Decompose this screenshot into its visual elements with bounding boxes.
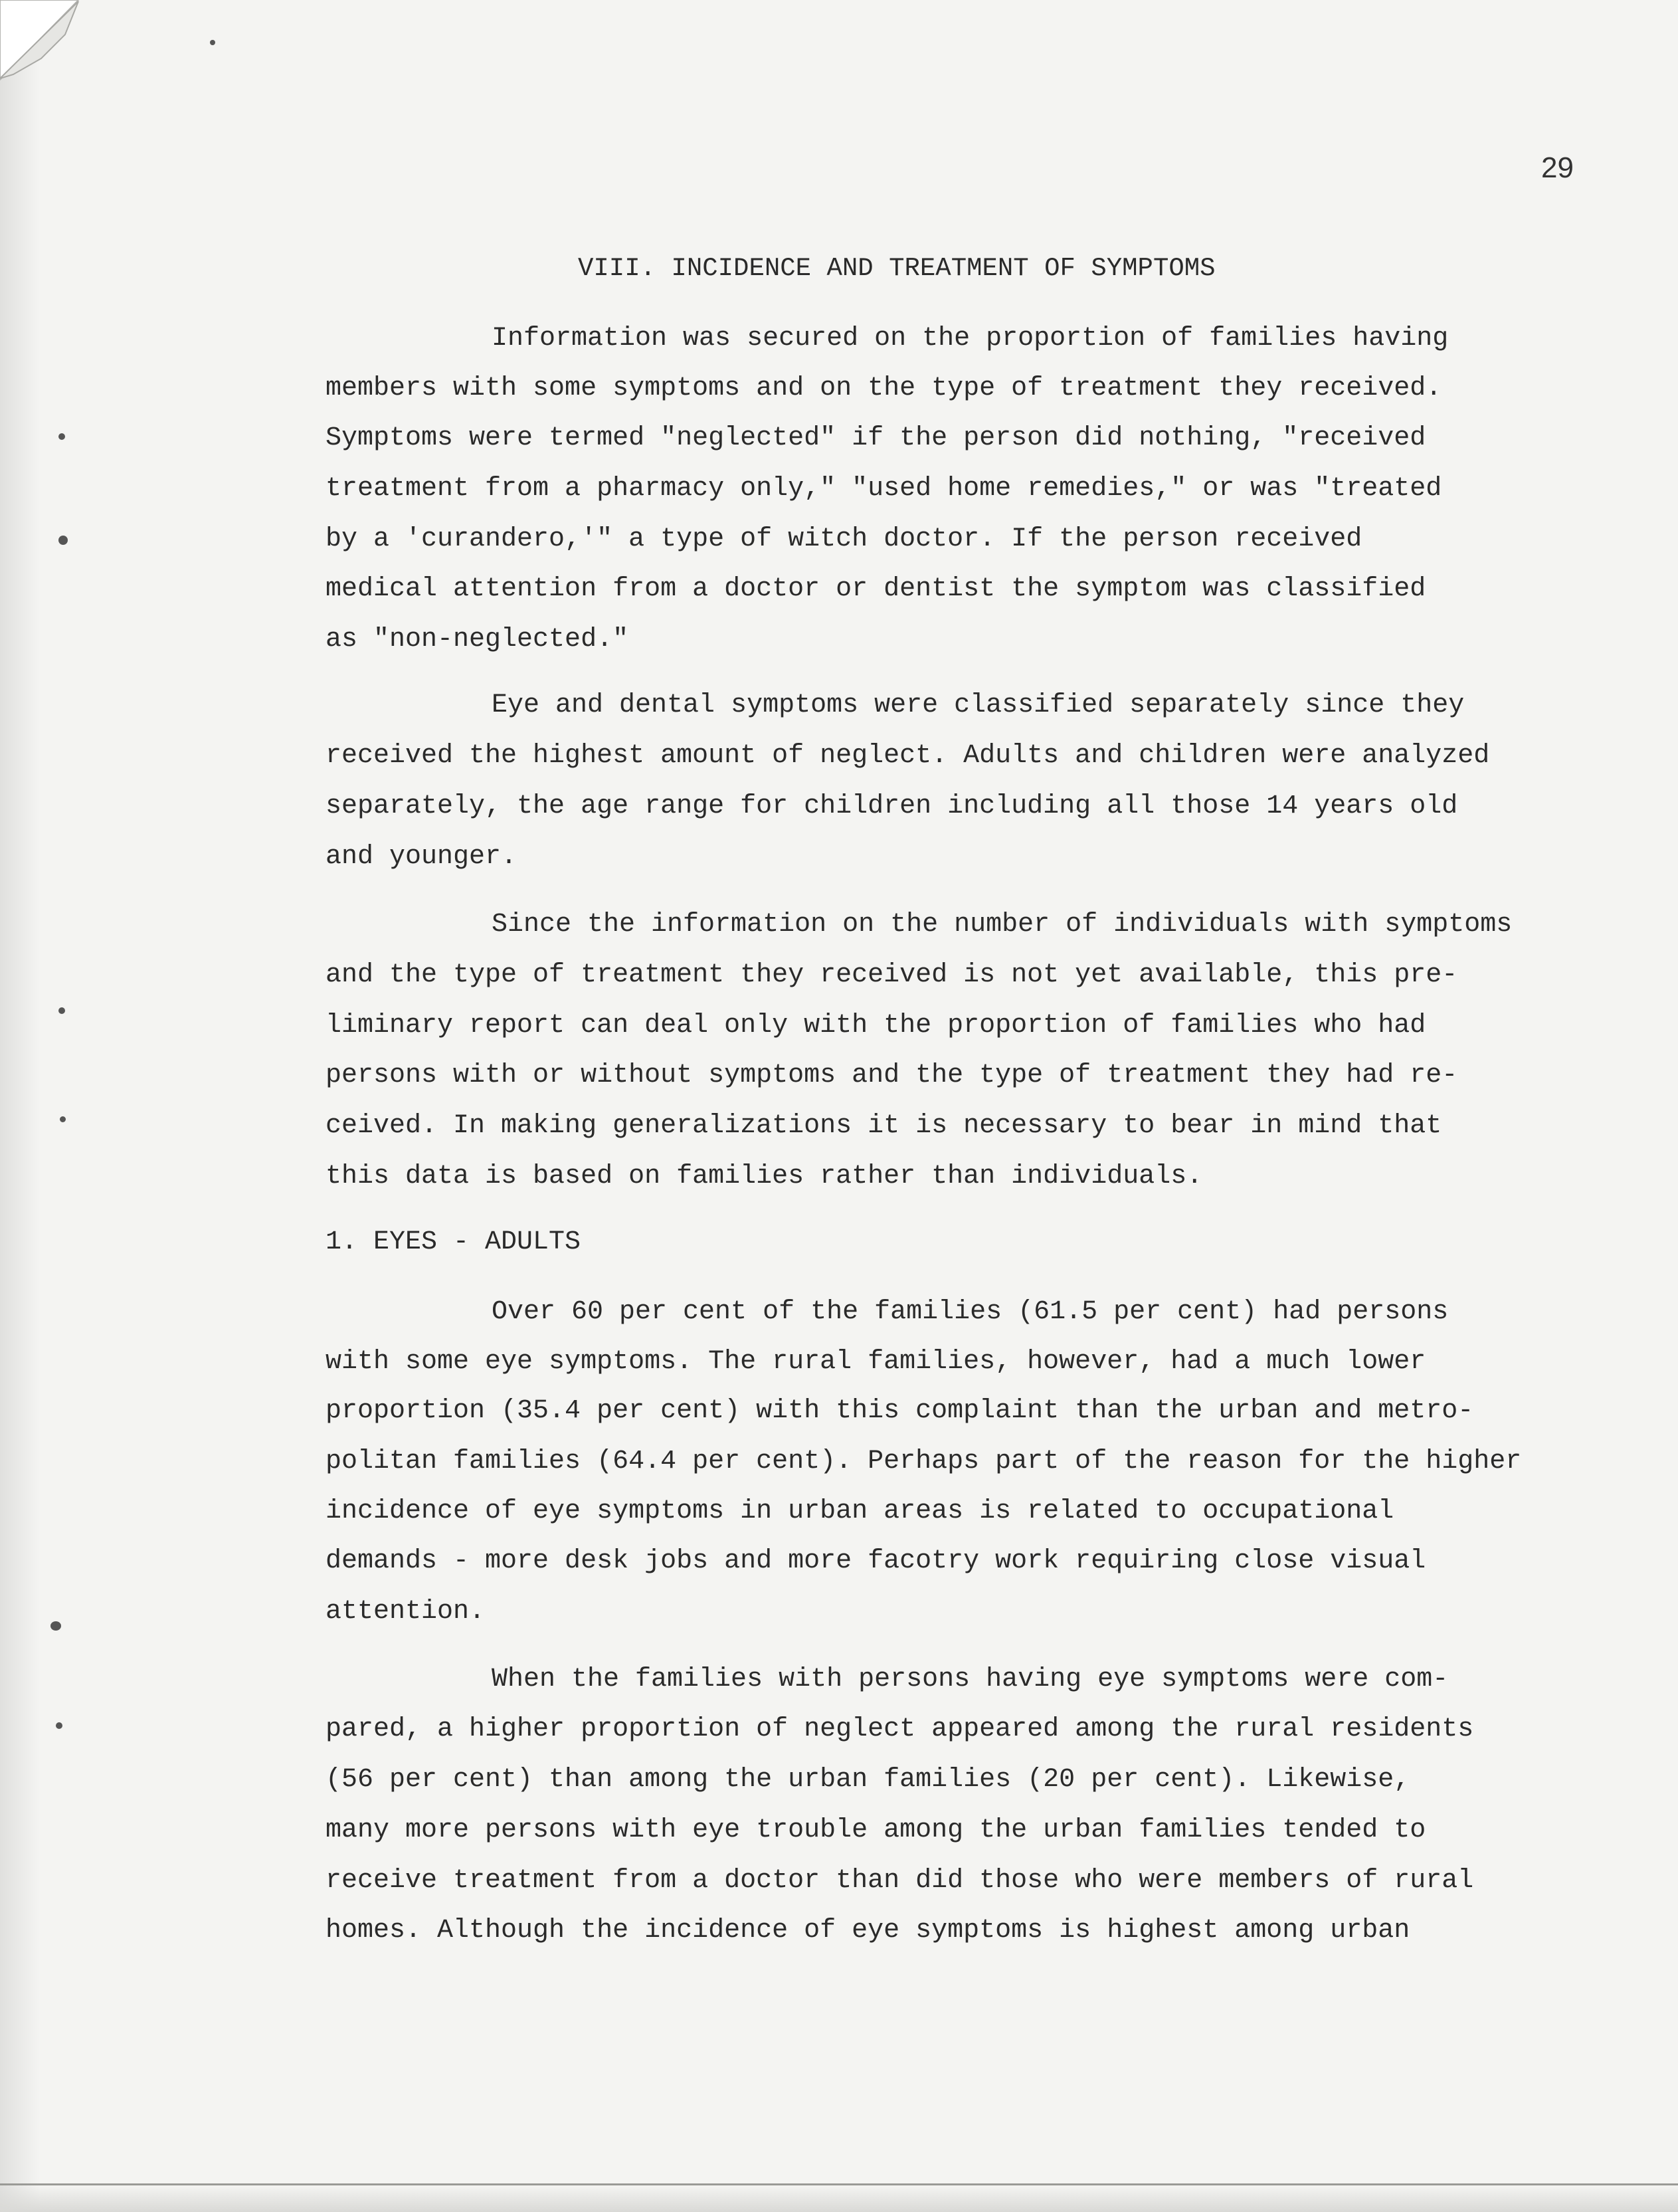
text-line: Since the information on the number of individuals with symptoms: [492, 910, 1513, 940]
text-line: medical attention from a doctor or dentist the symptom was classified: [326, 574, 1426, 604]
text-line: separately, the age range for children including all those 14 years old: [326, 791, 1458, 821]
text-line: incidence of eye symptoms in urban areas is related to occupational: [326, 1496, 1394, 1526]
text-line: and the type of treatment they received is not yet available, this pre-: [326, 960, 1458, 990]
text-line: When the families with persons having eye symptoms were com-: [492, 1664, 1449, 1694]
text-line: (56 per cent) than among the urban families (20 per cent). Likewise,: [326, 1765, 1410, 1795]
text-line: as "non-neglected.": [326, 625, 629, 654]
text-line: and younger.: [326, 842, 517, 872]
page-title: VIII. INCIDENCE AND TREATMENT OF SYMPTOMS: [578, 254, 1216, 283]
text-line: with some eye symptoms. The rural families, however, had a much lower: [326, 1347, 1426, 1377]
text-line: proportion (35.4 per cent) with this complaint than the urban and metro-: [326, 1396, 1474, 1426]
text-line: demands - more desk jobs and more facotry work requiring close visual: [326, 1546, 1426, 1576]
text-line: many more persons with eye trouble among the urban families tended to: [326, 1815, 1426, 1845]
page-bottom-edge: [0, 2183, 1678, 2212]
page-number: 29: [1541, 151, 1574, 184]
text-line: Information was secured on the proportion of families having: [492, 324, 1449, 353]
punch-mark-7: [56, 1722, 62, 1729]
text-line: this data is based on families rather than individuals.: [326, 1161, 1203, 1191]
text-line: homes. Although the incidence of eye symptoms is highest among urban: [326, 1916, 1410, 1946]
punch-mark-2: [58, 433, 65, 440]
text-line: attention.: [326, 1597, 486, 1627]
text-line: Eye and dental symptoms were classified separately since they: [492, 690, 1465, 720]
text-line: Over 60 per cent of the families (61.5 per cent) had persons: [492, 1297, 1449, 1327]
punch-mark-4: [58, 1007, 65, 1014]
punch-mark-3: [58, 536, 68, 545]
text-line: receive treatment from a doctor than did those who were members of rural: [326, 1866, 1474, 1896]
text-line: pared, a higher proportion of neglect appeared among the rural residents: [326, 1714, 1474, 1744]
text-line: liminary report can deal only with the proportion of families who had: [326, 1011, 1426, 1041]
text-line: politan families (64.4 per cent). Perhaps part of the reason for the higher: [326, 1447, 1522, 1476]
text-line: ceived. In making generalizations it is necessary to bear in mind that: [326, 1111, 1442, 1141]
folded-corner: [0, 0, 93, 100]
page-left-edge-shadow: [0, 0, 40, 2212]
text-line: received the highest amount of neglect. Adults and children were analyzed: [326, 741, 1490, 771]
punch-mark-6: [50, 1621, 61, 1631]
punch-mark-1: [210, 40, 215, 45]
punch-mark-5: [60, 1116, 66, 1122]
text-line: persons with or without symptoms and the type of treatment they had re-: [326, 1060, 1458, 1090]
text-line: treatment from a pharmacy only," "used home remedies," or was "treated: [326, 474, 1442, 504]
text-line: members with some symptoms and on the type of treatment they received.: [326, 373, 1442, 403]
text-line: by a 'curandero,'" a type of witch doctor. If the person received: [326, 524, 1362, 554]
section-heading: 1. EYES - ADULTS: [326, 1227, 581, 1257]
text-line: Symptoms were termed "neglected" if the person did nothing, "received: [326, 423, 1426, 453]
